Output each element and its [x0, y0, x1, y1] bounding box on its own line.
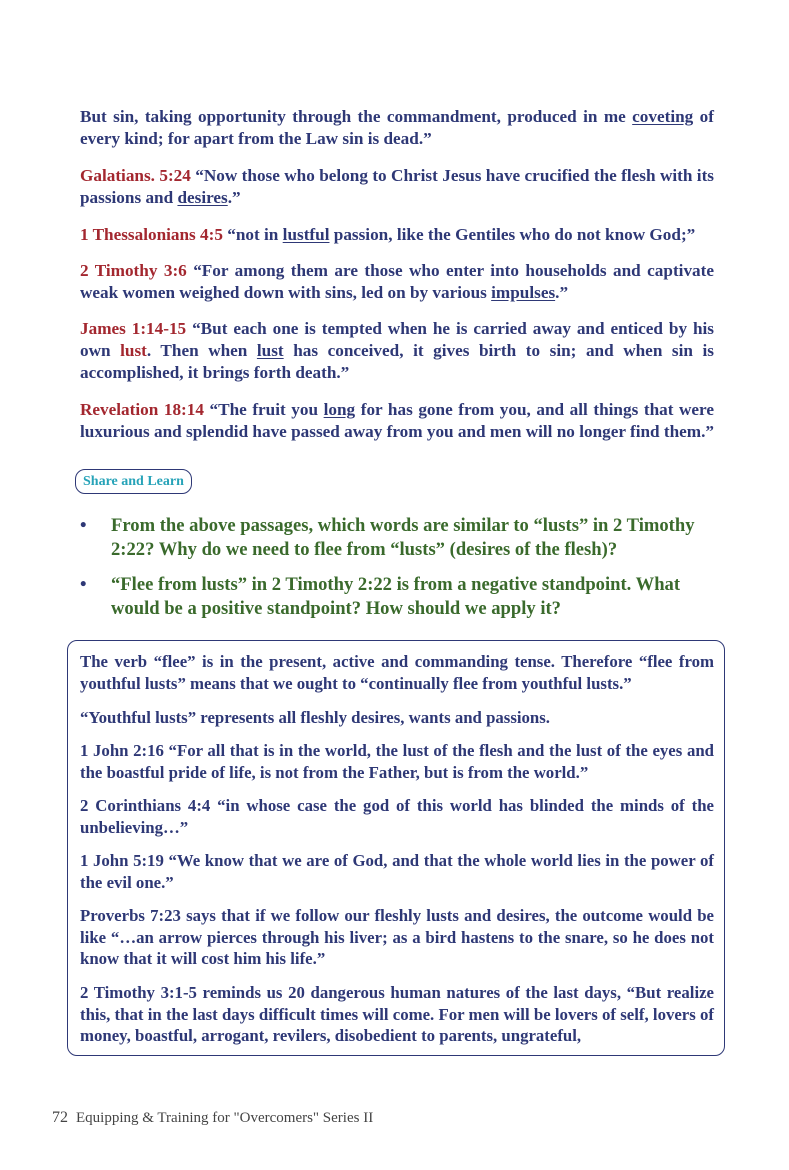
- verse-james: James 1:14-15 “But each one is tempted when he is carried away and enticed by his own lust. Then when lust has conceived, it gives birth to sin; and when sin is accomplished, it brings forth death.”: [80, 319, 714, 382]
- question-list: [80, 514, 714, 632]
- verse-reference: 2 Timothy 3:6: [80, 261, 187, 280]
- book-title: Equipping & Training for "Overcomers" Series II: [76, 1110, 374, 1126]
- note-paragraph: “Youthful lusts” represents all fleshly desires, wants and passions.: [80, 708, 550, 727]
- note-paragraph: 2 Corinthians 4:4 “in whose case the god of this world has blinded the minds of the unbelieving…”: [80, 796, 714, 837]
- notes-box: [67, 640, 725, 1056]
- verse-thessalonians: 1 Thessalonians 4:5 “not in lustful passion, like the Gentiles who do not know God;”: [80, 225, 696, 244]
- verse-reference: James 1:14-15: [80, 319, 187, 338]
- share-and-learn-badge: Share and Learn: [75, 469, 192, 494]
- note-paragraph: 1 John 5:19 “We know that we are of God, and that the whole world lies in the power of the evil one.”: [80, 851, 714, 892]
- bullet-icon: •: [80, 515, 87, 536]
- verse-reference: Revelation 18:14: [80, 400, 204, 419]
- verse-revelation: Revelation 18:14 “The fruit you long for has gone from you, and all things that were luxurious and splendid have passed away from you and men will no longer find them.”: [80, 400, 714, 441]
- bullet-icon: •: [80, 574, 87, 595]
- verse-reference: 1 Thessalonians 4:5: [80, 225, 223, 244]
- list-item: • “Flee from lusts” in 2 Timothy 2:22 is from a negative standpoint. What would be a positive standpoint? How should we apply it?: [80, 574, 681, 619]
- note-paragraph: 2 Timothy 3:1-5 reminds us 20 dangerous human natures of the last days, “But realize this, that in the last days difficult times will come. For men will be lovers of self, lovers of money, boastful, arrogant, revilers, disobedient to parents, ungrateful,: [80, 983, 714, 1045]
- verse-romans: But sin, taking opportunity through the commandment, produced in me coveting of every kind; for apart from the Law sin is dead.”: [80, 107, 714, 148]
- verse-reference: Galatians. 5:24: [80, 166, 191, 185]
- page-footer: [52, 1109, 373, 1127]
- note-paragraph: The verb “flee” is in the present, active and commanding tense. Therefore “flee from youthful lusts” means that we ought to “continually flee from youthful lusts.”: [80, 652, 714, 693]
- note-paragraph: Proverbs 7:23 says that if we follow our fleshly lusts and desires, the outcome would be like “…an arrow pierces through his liver; as a bird hastens to the snare, so he does not know that it will cost him his life.”: [80, 906, 714, 968]
- page-number: 72: [52, 1109, 68, 1126]
- verse-galatians: Galatians. 5:24 “Now those who belong to Christ Jesus have crucified the flesh with its passions and desires.”: [80, 166, 714, 207]
- list-item: • From the above passages, which words are similar to “lusts” in 2 Timothy 2:22? Why do we need to flee from “lusts” (desires of the flesh)?: [80, 515, 695, 560]
- note-paragraph: 1 John 2:16 “For all that is in the world, the lust of the flesh and the lust of the eyes and the boastful pride of life, is not from the Father, but is from the world.”: [80, 741, 714, 782]
- verse-timothy: 2 Timothy 3:6 “For among them are those who enter into households and captivate weak women weighed down with sins, led on by various impulses.”: [80, 261, 714, 302]
